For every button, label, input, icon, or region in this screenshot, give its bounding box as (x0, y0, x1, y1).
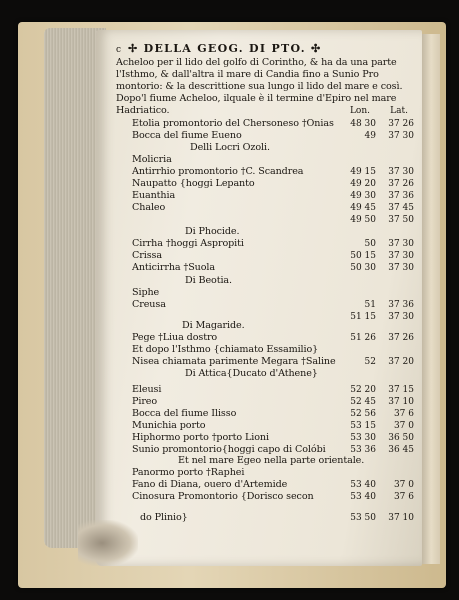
table-row-place: Pege †Liua dostro (132, 332, 218, 343)
table-row-place: Naupatto {hoggi Lepanto (132, 178, 255, 189)
table-row-lat: 37 15 (388, 385, 414, 395)
table-row-lon: 52 45 (350, 397, 376, 407)
table-row-lat: 37 36 (388, 300, 414, 310)
table-row-lat: 36 50 (388, 433, 414, 443)
table-row-lat: 37 30 (388, 239, 414, 249)
table-row-lat: 37 45 (388, 203, 414, 213)
folio: c (116, 45, 121, 55)
table-row-lon: 50 15 (350, 251, 376, 261)
table-row-place: Nisea chiamata parimente Megara †Saline (132, 356, 336, 367)
table-row-place: Hiphormo porto †porto Lioni (132, 432, 269, 443)
table-row-place: Pireo (132, 396, 158, 407)
table-row-place: Et nel mare Egeo nella parte orientale. (178, 455, 365, 466)
table-row-place: Chaleo (132, 202, 166, 213)
table-row-place: Creusa (132, 299, 166, 310)
table-row-lon: 49 50 (350, 215, 376, 225)
table-row-place: Di Magaride. (182, 320, 245, 331)
table-row-lon: 53 40 (350, 492, 376, 502)
table-row-place: Antirrhio promontorio †C. Scandrea (132, 166, 304, 177)
table-row-place: Etolia promontorio del Chersoneso †Onias (132, 118, 334, 129)
table-row-place: Panormo porto †Raphei (132, 467, 245, 478)
table-row-lon: 49 30 (350, 191, 376, 201)
table-row-lon: 50 30 (350, 263, 376, 273)
table-row-lat: 37 0 (393, 421, 414, 431)
table-row-lat: 37 36 (388, 191, 414, 201)
table-row-place: Molicria (132, 154, 172, 165)
table-row-lon: 53 30 (350, 433, 376, 443)
table-row-lon: 48 30 (350, 119, 376, 129)
table-row-lon: 53 15 (350, 421, 376, 431)
intro-line: l'Isthmo, & dall'altra il mare di Candia fino a Sunio Pro (116, 69, 379, 80)
table-row-place: Di Attica{Ducato d'Athene} (185, 368, 318, 379)
table-row-lon: 53 50 (350, 513, 376, 523)
table-row-lat: 37 10 (388, 397, 414, 407)
table-row-lat: 37 26 (388, 333, 414, 343)
table-row-lon: 49 (364, 131, 376, 141)
table-row-lon: 51 15 (350, 312, 376, 322)
table-row-lat: 37 30 (388, 131, 414, 141)
table-row-lon: 50 (364, 239, 376, 249)
column-header-lon: Lon. (349, 106, 370, 116)
table-row-lon: 51 (364, 300, 376, 310)
running-head: ✢ DELLA GEOG. DI PTO. ✣ (128, 42, 322, 55)
table-row-place: Di Phocide. (185, 226, 240, 237)
table-row-place: Bocca del fiume Ilisso (132, 408, 237, 419)
table-row-lon: 53 40 (350, 480, 376, 490)
table-row-place: Cinosura Promontorio {Dorisco secon (132, 491, 314, 502)
table-row-lat: 37 30 (388, 312, 414, 322)
table-row-place: Crissa (132, 250, 162, 261)
table-row-lat: 37 0 (393, 480, 414, 490)
table-row-place: Di Beotia. (185, 275, 233, 286)
table-row-lat: 37 26 (388, 119, 414, 129)
table-row-lon: 52 (364, 357, 376, 367)
table-row-lon: 51 26 (350, 333, 376, 343)
intro-line: Hadriatico. (116, 105, 170, 116)
table-row-lon: 49 45 (350, 203, 376, 213)
table-row-lon: 52 20 (350, 385, 376, 395)
table-row-lon: 53 36 (350, 445, 376, 455)
intro-line: montorio: & la descrittione sua lungo il lido del mare e così. (116, 81, 403, 92)
table-row-lon: 49 20 (350, 179, 376, 189)
table-row-place: do Plinio} (140, 512, 188, 523)
table-row-lon: 52 56 (350, 409, 376, 419)
table-row-place: Et dopo l'Isthmo {chiamato Essamilio} (132, 344, 319, 355)
table-row-lat: 37 6 (393, 492, 414, 502)
table-row-lat: 37 30 (388, 167, 414, 177)
table-row-place: Munichia porto (132, 420, 206, 431)
table-row-place: Fano di Diana, ouero d'Artemide (132, 479, 288, 490)
column-header-lat: Lat. (390, 106, 408, 116)
table-row-lat: 37 30 (388, 251, 414, 261)
table-row-lat: 37 20 (388, 357, 414, 367)
table-row-place: Siphe (132, 287, 160, 298)
table-row-lat: 37 50 (388, 215, 414, 225)
table-row-place: Euanthia (132, 190, 176, 201)
table-row-place: Sunio promontorio{hoggi capo di Colóbi (132, 444, 326, 455)
table-row-lat: 37 6 (393, 409, 414, 419)
table-row-lat: 37 10 (388, 513, 414, 523)
table-row-place: Delli Locri Ozoli. (190, 142, 270, 153)
table-row-place: Eleusi (132, 384, 162, 395)
intro-line: Acheloo per il lido del golfo di Corintho, & ha da una parte (116, 57, 397, 68)
table-row-lat: 37 30 (388, 263, 414, 273)
table-row-place: Bocca del fiume Eueno (132, 130, 242, 141)
table-row-lat: 36 45 (388, 445, 414, 455)
table-row-place: Cirrha †hoggi Aspropiti (132, 238, 244, 249)
intro-line: Dopo'l fiume Acheloo, ilquale è il termine d'Epiro nel mare (116, 93, 397, 104)
table-row-lat: 37 26 (388, 179, 414, 189)
table-row-place: Anticirrha †Suola (132, 262, 216, 273)
table-row-lon: 49 15 (350, 167, 376, 177)
